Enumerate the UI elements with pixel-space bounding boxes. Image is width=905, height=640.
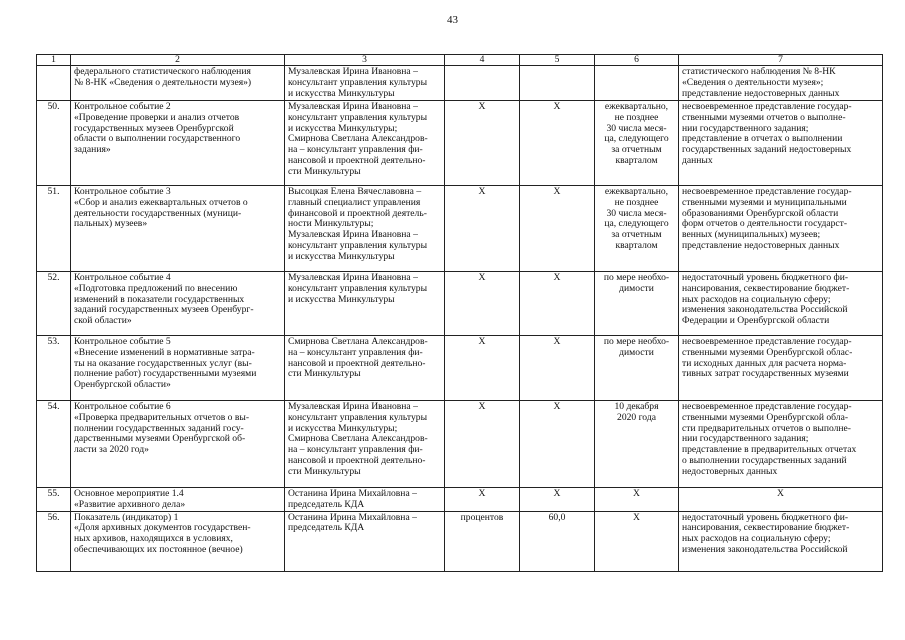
header-cell: 3 — [285, 55, 445, 66]
risk-cell: несвоевременное представление государ- ственными музеями Оренбургской обла- сти предварительных отчетов о выполне- нии государственного задания; представление в предварительных отчетах о выполнении государственных заданий недостоверных данных — [679, 401, 883, 488]
unit-cell: процентов — [445, 511, 520, 571]
row-number — [37, 66, 71, 101]
unit-cell: X — [445, 336, 520, 401]
deadline-cell: по мере необхо- димости — [595, 272, 679, 336]
responsible-cell: Музалевская Ирина Ивановна – консультант управления культуры и искусства Минкультуры; Смирнова Светлана Александров- на – консультант управления фи- нансовой и проектной деятельно- сти Минкультуры — [285, 101, 445, 186]
risk-cell: несвоевременное представление государ- ственными музеями Оренбургской облас- ти исходных данных для расчета норма- тивных затрат государственных музеями — [679, 336, 883, 401]
risk-cell: несвоевременное представление государ- ственными музеями отчетов о выполне- нии государственного задания; представление в отчетах о выполнении государственных заданий недостоверных данных — [679, 101, 883, 186]
responsible-cell: Музалевская Ирина Ивановна – консультант управления культуры и искусства Минкультуры — [285, 66, 445, 101]
header-cell: 4 — [445, 55, 520, 66]
risk-cell: недостаточный уровень бюджетного фи- нансирования, секвестирование бюджет- ных расходов на социальную сферу; изменения законодательства Российской Федерации и Оренбургской области — [679, 272, 883, 336]
value-cell: X — [520, 401, 595, 488]
deadline-cell: ежеквартально, не позднее 30 числа меся- ца, следующего за отчетным кварталом — [595, 186, 679, 272]
header-cell: 6 — [595, 55, 679, 66]
unit-cell — [445, 66, 520, 101]
table-row — [37, 101, 883, 186]
table-row — [37, 401, 883, 488]
header-cell: 7 — [679, 55, 883, 66]
header-cell: 5 — [520, 55, 595, 66]
value-cell: X — [520, 336, 595, 401]
event-cell: Основное мероприятие 1.4 «Развитие архивного дела» — [71, 488, 285, 512]
value-cell: 60,0 — [520, 511, 595, 571]
row-number: 53. — [37, 336, 71, 401]
plan-table — [36, 54, 883, 572]
table-row — [37, 488, 883, 512]
responsible-cell: Музалевская Ирина Ивановна – консультант управления культуры и искусства Минкультуры; Смирнова Светлана Александров- на – консультант управления фи- нансовой и проектной деятельно- сти Минкультуры — [285, 401, 445, 488]
event-cell: Контрольное событие 3 «Сбор и анализ ежеквартальных отчетов о деятельности государственных (муници- пальных) музеев» — [71, 186, 285, 272]
row-number: 54. — [37, 401, 71, 488]
event-cell: Показатель (индикатор) 1 «Доля архивных документов государствен- ных архивов, находящихся в условиях, обеспечивающих их постоянное (вечное) — [71, 511, 285, 571]
responsible-cell: Высоцкая Елена Вячеславовна – главный специалист управления финансовой и проектной деятель- ности Минкультуры; Музалевская Ирина Ивановна – консультант управления культуры и искусства Минкультуры — [285, 186, 445, 272]
event-cell: Контрольное событие 5 «Внесение изменений в нормативные затра- ты на оказание государственных услуг (вы- полнение работ) государственными музеями Оренбургской области» — [71, 336, 285, 401]
deadline-cell: ежеквартально, не позднее 30 числа меся- ца, следующего за отчетным кварталом — [595, 101, 679, 186]
header-cell: 1 — [37, 55, 71, 66]
unit-cell: X — [445, 101, 520, 186]
deadline-cell: X — [595, 511, 679, 571]
header-row — [37, 55, 883, 66]
unit-cell: X — [445, 488, 520, 512]
header-cell: 2 — [71, 55, 285, 66]
deadline-cell: по мере необхо- димости — [595, 336, 679, 401]
unit-cell: X — [445, 272, 520, 336]
risk-cell: недостаточный уровень бюджетного фи- нансирования, секвестирование бюджет- ных расходов на социальную сферу; изменения законодательства Российской — [679, 511, 883, 571]
table-row — [37, 272, 883, 336]
row-number: 55. — [37, 488, 71, 512]
row-number: 51. — [37, 186, 71, 272]
responsible-cell: Останина Ирина Михайловна – председатель КДА — [285, 511, 445, 571]
row-number: 56. — [37, 511, 71, 571]
deadline-cell: 10 декабря 2020 года — [595, 401, 679, 488]
row-number: 50. — [37, 101, 71, 186]
value-cell: X — [520, 101, 595, 186]
table-row — [37, 186, 883, 272]
value-cell: X — [520, 272, 595, 336]
deadline-cell — [595, 66, 679, 101]
event-cell: Контрольное событие 6 «Проверка предварительных отчетов о вы- полнении государственных заданий госу- дарственными музеями Оренбургской об- ласти за 2020 год» — [71, 401, 285, 488]
value-cell: X — [520, 186, 595, 272]
event-cell: Контрольное событие 2 «Проведение проверки и анализ отчетов государственных музеев Оренбургской области о выполнении государственного задания» — [71, 101, 285, 186]
table-row — [37, 511, 883, 571]
risk-cell: X — [679, 488, 883, 512]
unit-cell: X — [445, 186, 520, 272]
responsible-cell: Музалевская Ирина Ивановна – консультант управления культуры и искусства Минкультуры — [285, 272, 445, 336]
unit-cell: X — [445, 401, 520, 488]
page-number: 43 — [447, 14, 458, 26]
responsible-cell: Останина Ирина Михайловна – председатель КДА — [285, 488, 445, 512]
responsible-cell: Смирнова Светлана Александров- на – консультант управления фи- нансовой и проектной деятельно- сти Минкультуры — [285, 336, 445, 401]
event-cell: Контрольное событие 4 «Подготовка предложений по внесению изменений в показатели государственных заданий государственных музеев Оренбург- ской области» — [71, 272, 285, 336]
value-cell: X — [520, 488, 595, 512]
risk-cell: статистического наблюдения № 8-НК «Сведения о деятельности музея»; представление недостоверных данных — [679, 66, 883, 101]
row-number: 52. — [37, 272, 71, 336]
value-cell — [520, 66, 595, 101]
deadline-cell: X — [595, 488, 679, 512]
table-row — [37, 336, 883, 401]
risk-cell: несвоевременное представление государ- ственными музеями и муниципальными образованиями Оренбургской области форм отчетов о деятельности государст- венных (муниципальных) музеев; представление недостоверных данных — [679, 186, 883, 272]
table-row — [37, 66, 883, 101]
event-cell: федерального статистического наблюдения № 8-НК «Сведения о деятельности музея») — [71, 66, 285, 101]
